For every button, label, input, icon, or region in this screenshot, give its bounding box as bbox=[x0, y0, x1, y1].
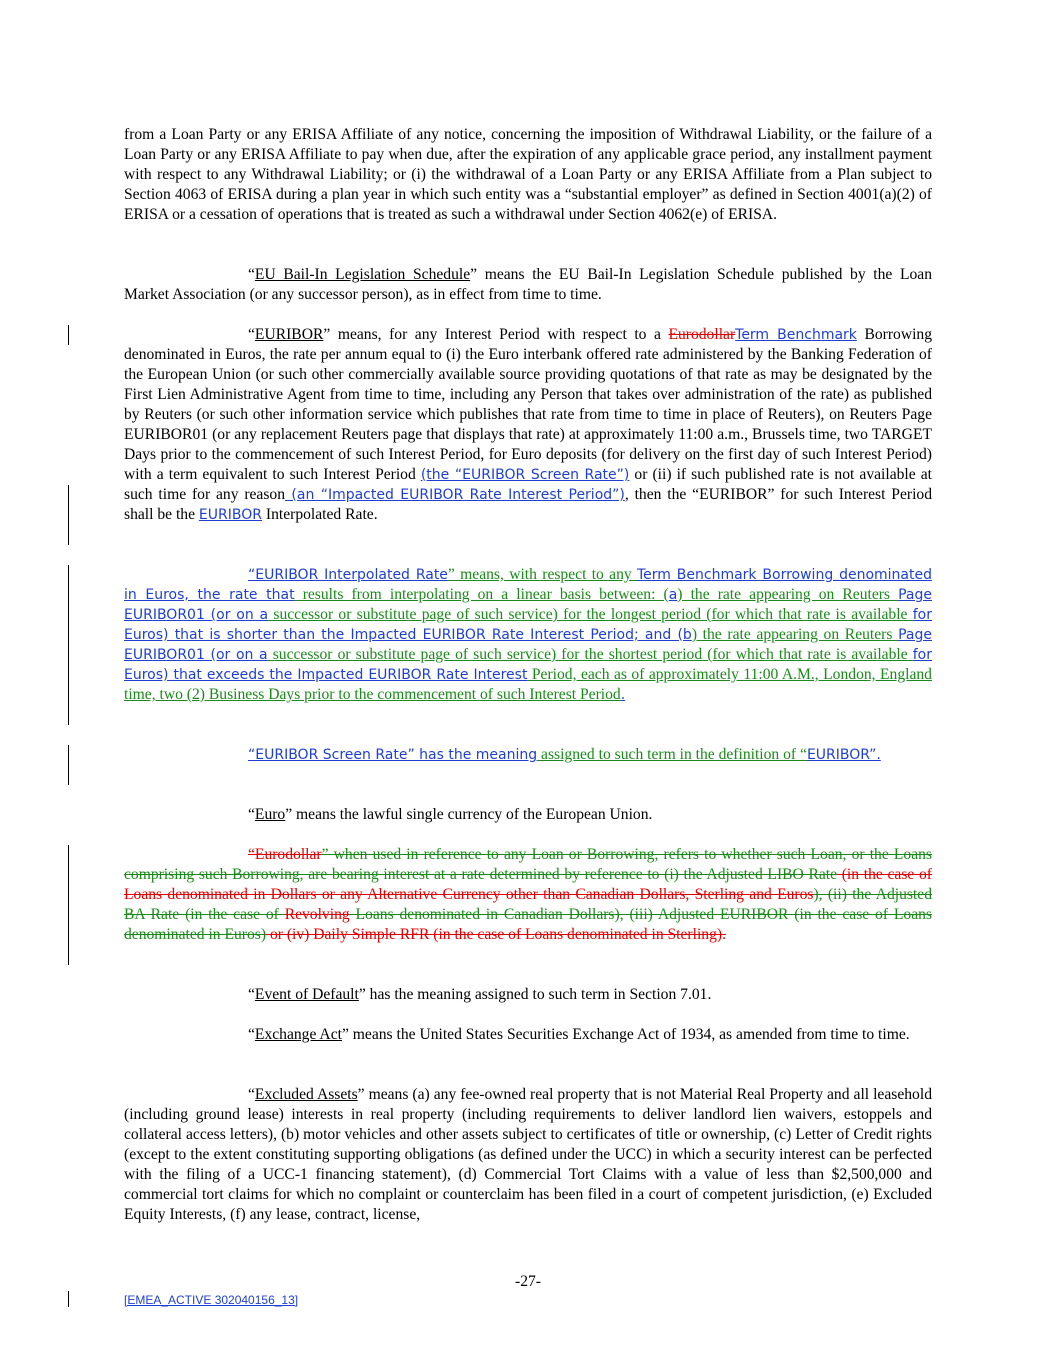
change-bar bbox=[68, 1291, 69, 1307]
inserted-text: Term Benchmark Borrowing denominated in Euros, the rate that bbox=[124, 567, 932, 603]
inserted-text: Page EURIBOR01 (or on a bbox=[124, 587, 932, 623]
defined-term: Euro bbox=[254, 806, 286, 823]
deleted-text: “Eurodollar bbox=[248, 846, 322, 863]
definition-text: , then the “EURIBOR” for such Interest Period shall be the bbox=[124, 486, 933, 523]
quote: “ bbox=[248, 1026, 255, 1043]
deleted-moved-text: (iii) Adjusted EURIBOR (in the case of Loans denominated in Euros) bbox=[124, 906, 932, 943]
inserted-text: EURIBOR bbox=[198, 507, 262, 523]
quote: “ bbox=[248, 806, 255, 823]
definition-text: ” means the United States Securities Exchange Act of 1934, as amended from time to time. bbox=[341, 1026, 910, 1043]
deleted-text: or (iv) Daily Simple RFR (in the case of Loans denominated in Sterling) bbox=[266, 926, 723, 943]
inserted-text: “EURIBOR Interpolated Rate bbox=[248, 567, 448, 583]
quote: “ bbox=[248, 266, 255, 283]
definition-text: Borrowing denominated in Euros, the rate per annum equal to (i) the Euro interbank offered rate administered by the Banking Federation of the European Union (or such other commercially available source providing quotations of that rate as may be designated by the First Lien Administrative Agent from time to time, including any Person that takes over administration of the rate) as published by Reuters (or such other information service which publishes that rate from time to time in place of Reuters), on Reuters Page EURIBOR01 (or any replacement Reuters page that displays that rate) at approximately 11:00 a.m., Brussels time, two TARGET Days prior to the commencement of such Interest Period, for Euro deposits (for delivery on the first day of such Interest Period) with a term equivalent to such Interest Period bbox=[124, 326, 933, 483]
page-number: -27- bbox=[515, 1273, 541, 1290]
definition-text: ” means the EU Bail-In Legislation Schedule published by the Loan Market Association (or any successor person), as in effect from time to time. bbox=[124, 266, 933, 303]
inserted-text: “EURIBOR Screen Rate” has the meaning bbox=[248, 747, 538, 763]
moved-text: ” means, with respect to any bbox=[447, 566, 637, 583]
deleted-text: or any Alternative Currency other than Canadian Dollars, Sterling and Euros bbox=[316, 886, 814, 903]
deleted-text: Eurodollar bbox=[668, 326, 736, 343]
moved-text: ) the rate appearing on Reuters bbox=[677, 586, 899, 603]
definition-text: ” means, for any Interest Period with respect to a bbox=[323, 326, 669, 343]
definition-text: ” has the meaning assigned to such term in Section 7.01. bbox=[358, 986, 712, 1003]
paragraph-withdrawal bbox=[124, 125, 932, 225]
change-bar bbox=[68, 325, 69, 345]
change-bar bbox=[68, 745, 69, 785]
definition-eurodollar-deleted bbox=[124, 845, 932, 945]
change-bar bbox=[68, 565, 69, 725]
defined-term: Event of Default bbox=[254, 986, 359, 1003]
definition-excluded-assets bbox=[124, 1085, 932, 1225]
document-footer-id: [EMEA_ACTIVE 302040156_13] bbox=[124, 1293, 299, 1307]
inserted-text: a bbox=[668, 587, 678, 603]
quote: “ bbox=[248, 986, 255, 1003]
deleted-text: . bbox=[722, 926, 726, 943]
moved-text: successor or substitute page of such service) for the shortest period (for which that rate is available bbox=[267, 646, 913, 663]
moved-text: ) the rate appearing on Reuters bbox=[691, 626, 899, 643]
definition-exchange-act bbox=[124, 1025, 932, 1045]
paragraph-text: from a Loan Party or any ERISA Affiliate of any notice, concerning the imposition of Withdrawal Liability, or the failure of a Loan Party or any ERISA Affiliate to pay when due, after the expiration of any applicable grace period, any installment payment with respect to any Withdrawal Liability; or (i) the withdrawal of a Loan Party or any ERISA Affiliate from a Plan subject to Section 4063 of ERISA during a plan year in which such entity was a “substantial employer” as defined in Section 4001(a)(2) of ERISA or a cessation of operations that is treated as such a withdrawal under Section 4062(e) of ERISA. bbox=[124, 126, 932, 223]
defined-term: Exchange Act bbox=[254, 1026, 342, 1043]
inserted-text: for Euros) that is shorter than the Impacted EURIBOR Rate Interest Period; and (b bbox=[124, 607, 932, 643]
quote: “ bbox=[248, 1086, 255, 1103]
definition-eu-bail-in bbox=[124, 265, 932, 305]
deleted-text: (in the case of Loans denominated in Dollars bbox=[124, 866, 932, 903]
change-bar bbox=[68, 485, 69, 545]
defined-term: EU Bail-In Legislation Schedule bbox=[254, 266, 471, 283]
deleted-text: Revolving bbox=[284, 906, 350, 923]
inserted-text: Term Benchmark bbox=[735, 327, 857, 343]
defined-term: Excluded Assets bbox=[254, 1086, 358, 1103]
inserted-text: EURIBOR”. bbox=[806, 747, 881, 763]
inserted-text: (the “EURIBOR Screen Rate”) bbox=[420, 467, 630, 483]
quote: “ bbox=[248, 326, 255, 343]
moved-text: successor or substitute page of such service) for the longest period (for which that rate is available bbox=[268, 606, 913, 623]
defined-term: EURIBOR bbox=[254, 326, 324, 343]
definition-text: ” means (a) any fee-owned real property that is not Material Real Property and all leasehold (including ground lease) interests in real property (including requirements to deliver landlord lien waivers, estoppels and collateral access letters), (b) motor vehicles and other assets subject to certificates of title or ownership, (c) Letter of Credit rights (except to the extent constituting supporting obligations (as defined under the UCC) in which a security interest can be perfected with the filing of a UCC-1 financing statement), (d) Commercial Tort Claims with a value of less than $2,500,000 and commercial tort claims for which no complaint or counterclaim has been filed in a court of competent jurisdiction, (e) Excluded Equity Interests, (f) any lease, contract, license, bbox=[124, 1086, 932, 1223]
definition-text: ” means the lawful single currency of the European Union. bbox=[285, 806, 653, 823]
definition-text: Interpolated Rate. bbox=[261, 506, 378, 523]
definition-euribor-screen-rate bbox=[124, 745, 932, 765]
moved-text: Period, each as of approximately 11:00 A.M., London, England time, two (2) Business Days prior to the commencement of such Interest Period bbox=[124, 666, 932, 703]
deleted-moved-text: ” when used in reference to any Loan or Borrowing, refers to whether such Loan, or the Loans comprising such Borrowing, are bearing interest at a rate determined by reference to (i) the Adjusted LIBO Rate bbox=[124, 846, 932, 883]
definition-euro bbox=[124, 805, 932, 825]
inserted-text: . bbox=[620, 687, 626, 703]
inserted-text: Page EURIBOR01 (or on a bbox=[124, 627, 932, 663]
definition-euribor-interpolated-rate bbox=[124, 565, 932, 705]
definition-euribor bbox=[124, 325, 932, 525]
moved-text: assigned to such term in the definition of “ bbox=[537, 746, 807, 763]
deleted-moved-text: Loans denominated in Canadian Dollars), bbox=[349, 906, 624, 923]
inserted-text: for Euros) that exceeds the Impacted EURIBOR Rate Interest bbox=[124, 647, 932, 683]
definition-event-of-default bbox=[124, 985, 932, 1005]
definition-text: or (ii) if such published rate is not available at such time for any reason bbox=[124, 466, 932, 503]
moved-text: results from interpolating on a linear basis between: ( bbox=[294, 586, 669, 603]
inserted-text: (an “Impacted EURIBOR Rate Interest Period”) bbox=[285, 487, 625, 503]
change-bar bbox=[68, 845, 69, 965]
deleted-moved-text: ), (ii) the Adjusted BA Rate (in the case of bbox=[124, 886, 932, 923]
